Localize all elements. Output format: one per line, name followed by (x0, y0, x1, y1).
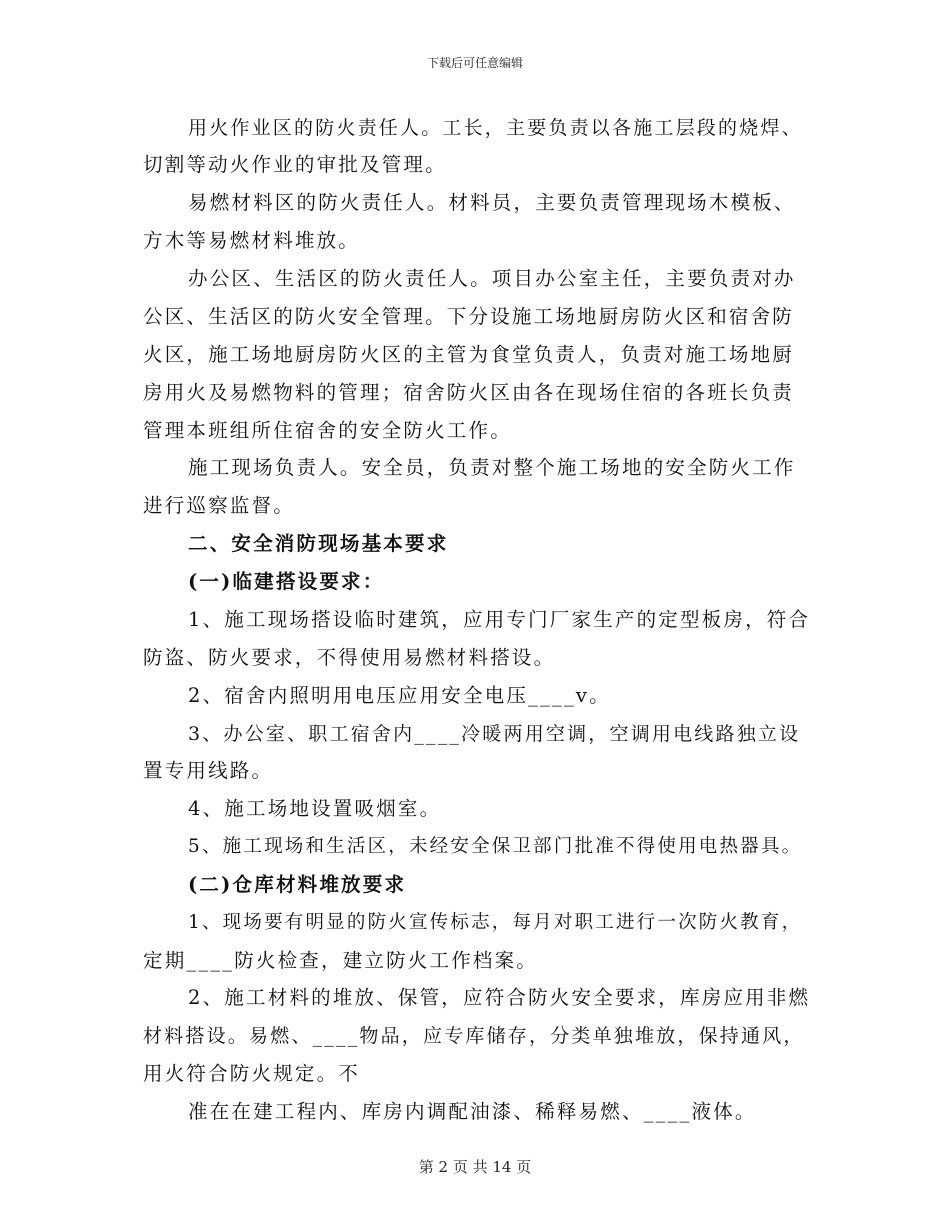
body-line: 管理本班组所住宿舍的安全防火工作。 (143, 419, 512, 442)
section-heading: 二、安全消防现场基本要求 (188, 532, 449, 555)
body-line: 办公区、生活区的防火责任人。项目办公室主任，主要负责对办 (188, 267, 796, 290)
body-line: 用火符合防火规定。不 (143, 1062, 361, 1085)
body-line: 2、施工材料的堆放、保管，应符合防火安全要求，库房应用非燃 (188, 986, 811, 1009)
body-line: 房用火及易燃物料的管理；宿舍防火区由各在现场住宿的各班长负责 (143, 381, 795, 404)
body-line: 1、现场要有明显的防火宣传标志，每月对职工进行一次防火教育， (188, 912, 803, 933)
body-line: 防盗、防火要求，不得使用易燃材料搭设。 (143, 646, 556, 669)
body-line: 方木等易燃材料堆放。 (143, 229, 361, 252)
body-line: 用火作业区的防火责任人。工长，主要负责以各施工层段的烧焊、 (188, 117, 803, 139)
body-line: 1、施工现场搭设临时建筑，应用专门厂家生产的定型板房，符合 (188, 608, 811, 631)
body-line: 3、办公室、职工宿舍内____冷暖两用空调，空调用电线路独立设 (188, 723, 801, 745)
body-line: 准在在建工程内、库房内调配油漆、稀释易燃、____液体。 (188, 1100, 757, 1123)
body-line: 4、施工场地设置吸烟室。 (188, 797, 442, 820)
body-line: 2、宿舍内照明用电压应用安全电压____v。 (188, 684, 611, 707)
body-line: 火区，施工场地厨房防火区的主管为食堂负责人，负责对施工场地厨 (143, 343, 795, 366)
subsection-heading: (二)仓库材料堆放要求 (188, 873, 407, 896)
body-line: 定期____防火检查，建立防火工作档案。 (143, 949, 539, 972)
body-line: 施工现场负责人。安全员，负责对整个施工场地的安全防火工作 (188, 456, 796, 479)
subsection-heading: (一)临建搭设要求： (188, 570, 385, 593)
body-line: 易燃材料区的防火责任人。材料员，主要负责管理现场木模板、 (188, 191, 796, 214)
body-line: 进行巡察监督。 (143, 494, 295, 517)
page-footer: 第 2 页 共 14 页 (418, 1158, 532, 1176)
page-header: 下载后可任意编辑 (426, 56, 523, 70)
body-line: 材料搭设。易燃、____物品，应专库储存，分类单独堆放，保持通风， (143, 1025, 805, 1047)
body-line: 公区、生活区的防火安全管理。下分设施工场地厨房防火区和宿舍防 (143, 305, 795, 328)
body-line: 置专用线路。 (143, 759, 274, 782)
body-line: 切割等动火作业的审批及管理。 (143, 153, 447, 176)
body-line: 5、施工现场和生活区，未经安全保卫部门批准不得使用电热器具。 (188, 836, 803, 857)
